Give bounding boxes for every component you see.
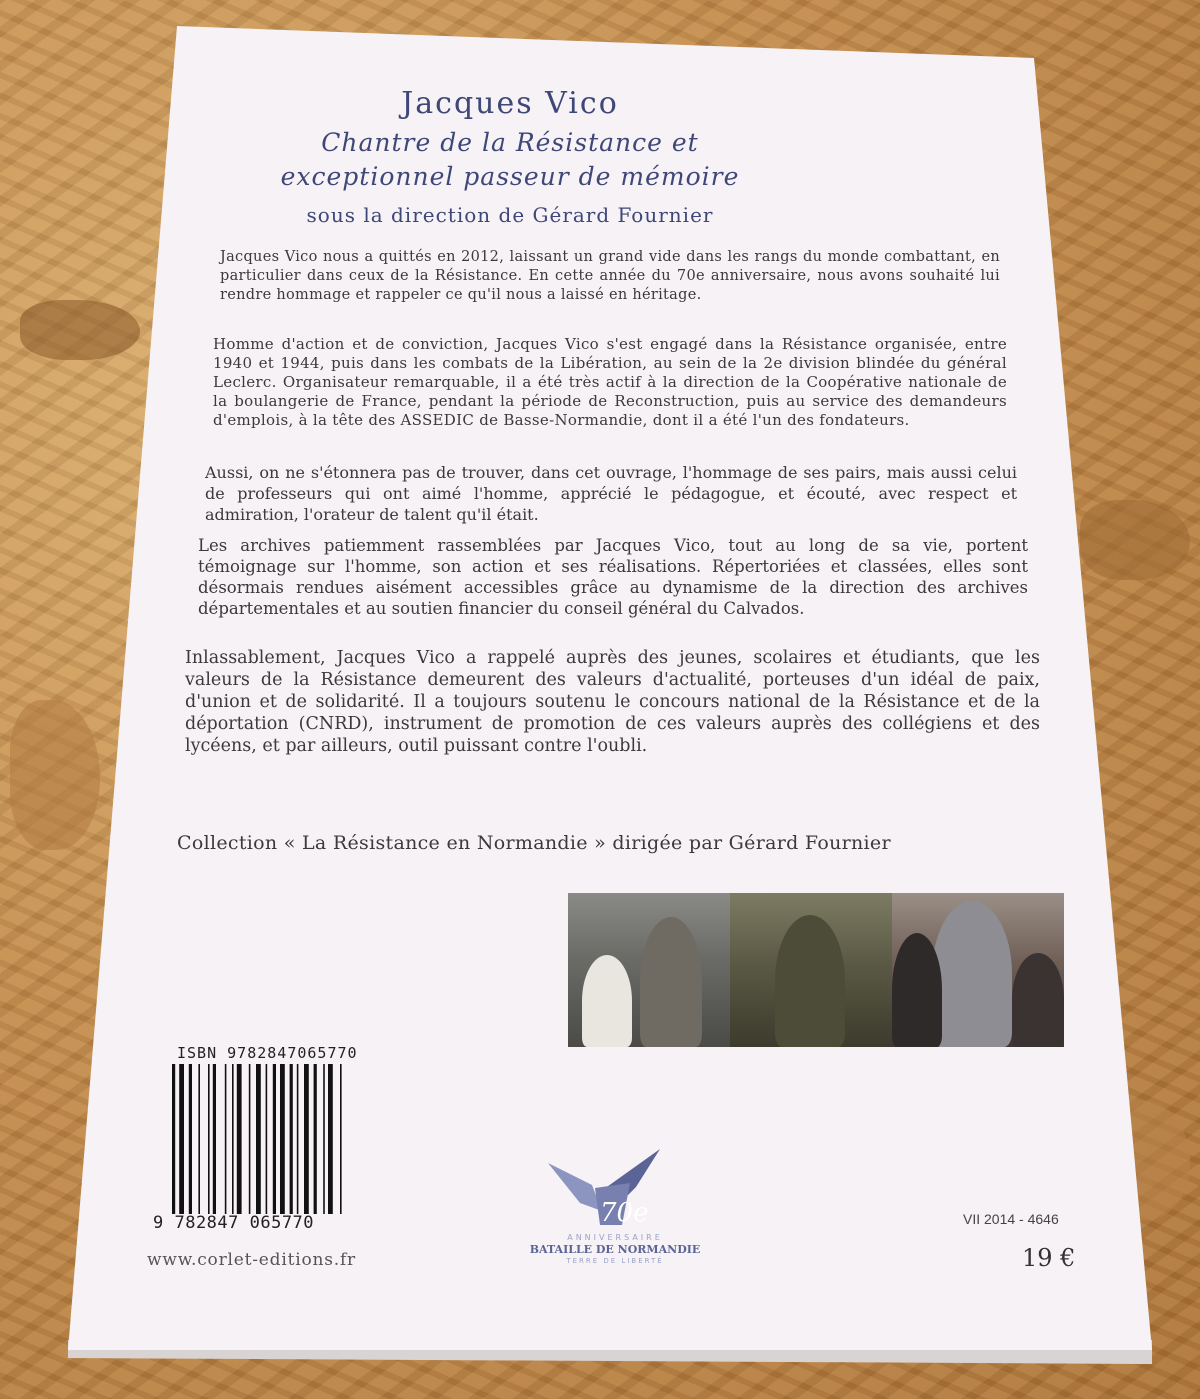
- book-subtitle-line2: exceptionnel passeur de mémoire: [280, 162, 740, 191]
- website-link[interactable]: www.corlet-editions.fr: [147, 1250, 356, 1270]
- barcode-digits: 9 782847 065770: [153, 1213, 315, 1233]
- photo-strip: [568, 893, 1064, 1047]
- barcode: [170, 1064, 375, 1214]
- logo-line2: BATAILLE DE NORMANDIE: [529, 1243, 701, 1256]
- book-direction: sous la direction de Gérard Fournier: [306, 203, 714, 227]
- reference-code: VII 2014 - 4646: [963, 1211, 1059, 1227]
- paragraph-5: Inlassablement, Jacques Vico a rappelé auprès des jeunes, scolaires et étudiants, que les valeurs de la Résistance demeurent des valeurs d'actualité, porteuses d'un idéal de paix, d'union et de solidarité. Il a toujours soutenu le concours national de la Résistance et de la déportation (CNRD), instrument de promotion de ces valeurs auprès des collégiens et des lycéens, et par ailleurs, outil puissant contre l'oubli.: [185, 648, 1040, 756]
- person-figure: [582, 955, 632, 1047]
- logo-number: 70e: [600, 1198, 649, 1228]
- logo-line3: TERRE DE LIBERTÉ: [566, 1257, 664, 1265]
- paragraph-3: Aussi, on ne s'étonnera pas de trouver, dans cet ouvrage, l'hommage de ses pairs, mais aussi celui de professeurs qui ont aimé l'homme, apprécié le pédagogue, et écouté, avec respect et admiration, l'orateur de talent qu'il était.: [205, 463, 1017, 524]
- isbn-label: ISBN 9782847065770: [177, 1044, 358, 1062]
- wood-chip: [1080, 500, 1190, 580]
- person-figure: [892, 933, 942, 1047]
- book-title: Jacques Vico: [401, 86, 619, 121]
- photo-soldier: [730, 893, 892, 1047]
- logo-line1: ANNIVERSAIRE: [567, 1233, 663, 1242]
- paragraph-2: Homme d'action et de conviction, Jacques Vico s'est engagé dans la Résistance organisée, entre 1940 et 1944, puis dans les combats de la Libération, au sein de la 2e division blindée du général Leclerc. Organisateur remarquable, il a été très actif à la direction de la Coopérative nationale de la boulangerie de France, pendant la période de Reconstruction, puis au service des demandeurs d'emplois, à la tête des ASSEDIC de Basse-Normandie, dont il a été l'un des fondateurs.: [213, 335, 1007, 429]
- book-subtitle-line1: Chantre de la Résistance et: [321, 128, 699, 157]
- collection-line: Collection « La Résistance en Normandie » dirigée par Gérard Fournier: [177, 832, 891, 854]
- anniversary-logo-icon: [540, 1143, 670, 1233]
- wood-chip: [10, 700, 100, 850]
- person-figure: [1012, 953, 1064, 1047]
- person-figure: [932, 901, 1012, 1047]
- person-figure: [775, 915, 845, 1047]
- price: 19 €: [1022, 1244, 1076, 1272]
- paragraph-4: Les archives patiemment rassemblées par Jacques Vico, tout au long de sa vie, portent témoignage sur l'homme, son action et ses réalisations. Répertoriées et classées, elles sont désormais rendues aisément accessibles grâce au dynamisme de la direction des archives départementales et au soutien financier du conseil général du Calvados.: [198, 536, 1028, 618]
- paragraph-1: Jacques Vico nous a quittés en 2012, laissant un grand vide dans les rangs du monde combattant, en particulier dans ceux de la Résistance. En cette année du 70e anniversaire, nous avons souhaité lui rendre hommage et rappeler ce qu'il nous a laissé en héritage.: [220, 249, 1000, 303]
- photo-elder: [892, 893, 1064, 1047]
- photo-couple: [568, 893, 730, 1047]
- person-figure: [640, 917, 702, 1047]
- wood-chip: [20, 300, 140, 360]
